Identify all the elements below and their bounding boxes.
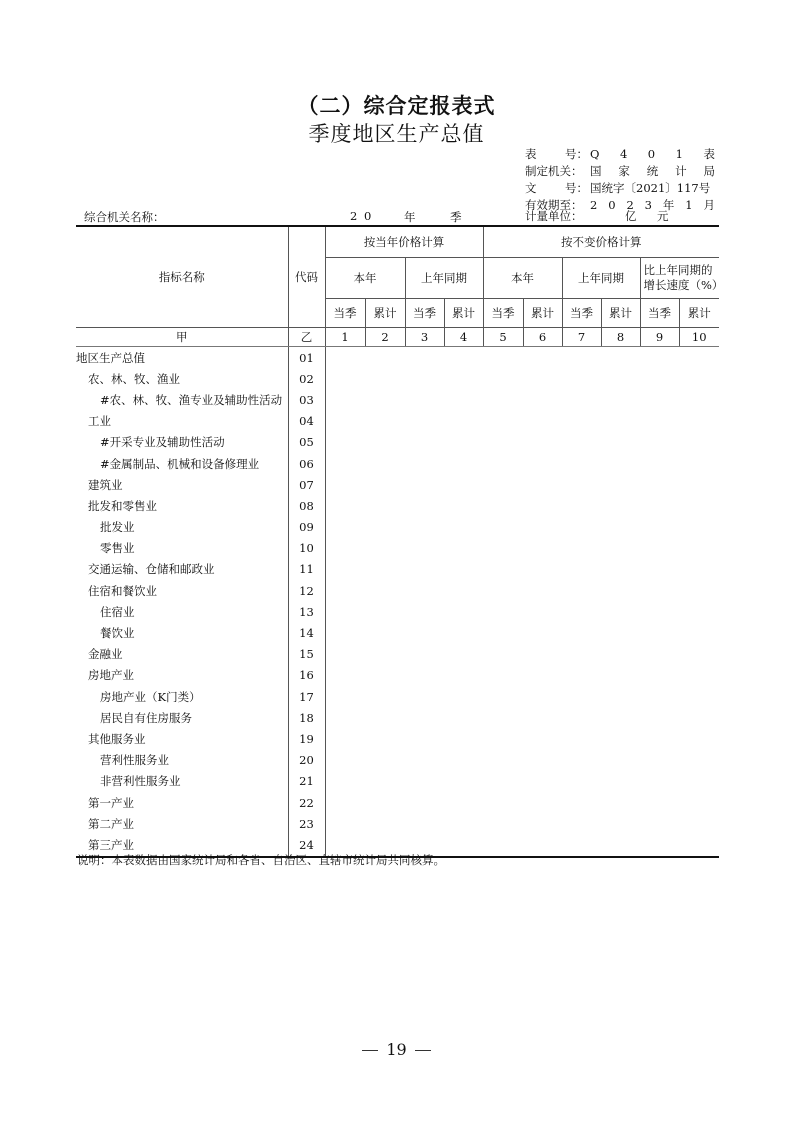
page-number: 19 — [0, 1040, 793, 1059]
table-row — [76, 792, 719, 813]
indicator-name: 餐饮业 — [76, 622, 288, 643]
indicator-name: 第二产业 — [76, 813, 288, 834]
table-row — [76, 813, 719, 834]
indicator-code: 11 — [288, 559, 325, 580]
value-cells[interactable] — [325, 665, 719, 686]
table-row — [76, 368, 719, 389]
value-cells[interactable] — [325, 347, 719, 369]
indicator-code: 10 — [288, 538, 325, 559]
value-cells[interactable] — [325, 644, 719, 665]
form-subtitle: 季度地区生产总值 — [308, 122, 485, 146]
indicator-name: #金属制品、机械和设备修理业 — [76, 453, 288, 474]
constant-last-year-header: 上年同期 — [562, 258, 640, 299]
indicator-name: 第一产业 — [76, 792, 288, 813]
table-row — [76, 389, 719, 410]
col-marker-name: 甲 — [76, 328, 288, 347]
indicator-name: 房地产业 — [76, 665, 288, 686]
col-number: 5 — [483, 328, 523, 347]
indicator-name: 房地产业（K门类） — [76, 686, 288, 707]
unit-label: 计量单位： — [525, 209, 583, 223]
indicator-code: 20 — [288, 750, 325, 771]
indicator-code: 12 — [288, 580, 325, 601]
dash-right — [415, 1050, 431, 1051]
value-cells[interactable] — [325, 495, 719, 516]
document-number-label: 文 号： — [525, 181, 588, 195]
table-row — [76, 665, 719, 686]
report-period: 2 0 年 季 — [350, 209, 462, 224]
indicator-name: 建筑业 — [76, 474, 288, 495]
col-number: 3 — [405, 328, 444, 347]
cumulative-header: 累计 — [365, 299, 405, 328]
indicator-name-header: 指标名称 — [76, 226, 288, 328]
indicator-code: 15 — [288, 644, 325, 665]
indicator-name: 非营利性服务业 — [76, 771, 288, 792]
col-marker-code: 乙 — [288, 328, 325, 347]
table-row — [76, 728, 719, 749]
indicator-code: 17 — [288, 686, 325, 707]
value-cells[interactable] — [325, 453, 719, 474]
indicator-code: 07 — [288, 474, 325, 495]
indicator-code: 21 — [288, 771, 325, 792]
indicator-name: 金融业 — [76, 644, 288, 665]
value-cells[interactable] — [325, 771, 719, 792]
current-last-year-header: 上年同期 — [405, 258, 483, 299]
indicator-code: 18 — [288, 707, 325, 728]
indicator-name: 工业 — [76, 411, 288, 432]
table-row — [76, 538, 719, 559]
indicator-code: 04 — [288, 411, 325, 432]
value-cells[interactable] — [325, 601, 719, 622]
indicator-code: 22 — [288, 792, 325, 813]
issuer-row — [525, 163, 715, 180]
dash-left — [362, 1050, 378, 1051]
value-cells[interactable] — [325, 517, 719, 538]
indicator-code: 02 — [288, 368, 325, 389]
cumulative-header: 累计 — [601, 299, 640, 328]
col-number: 8 — [601, 328, 640, 347]
table-row — [76, 707, 719, 728]
unit-value-2: 元 — [657, 209, 669, 223]
constant-price-header: 按不变价格计算 — [483, 226, 719, 258]
indicator-name: 零售业 — [76, 538, 288, 559]
value-cells[interactable] — [325, 622, 719, 643]
growth-rate-header: 比上年同期的增长速度（%） — [640, 258, 719, 299]
indicator-code: 13 — [288, 601, 325, 622]
table-row — [76, 432, 719, 453]
value-cells[interactable] — [325, 813, 719, 834]
indicator-name: 批发业 — [76, 517, 288, 538]
indicator-code: 19 — [288, 728, 325, 749]
table-row — [76, 495, 719, 516]
table-row — [76, 559, 719, 580]
valid-until-value: 2 0 2 3 年 1 月 — [590, 198, 715, 212]
gdp-report-table — [76, 225, 724, 858]
cumulative-header: 累计 — [523, 299, 562, 328]
quarter-header: 当季 — [325, 299, 365, 328]
current-this-year-header: 本年 — [325, 258, 405, 299]
value-cells[interactable] — [325, 728, 719, 749]
value-cells[interactable] — [325, 750, 719, 771]
indicator-name: 住宿和餐饮业 — [76, 580, 288, 601]
quarter-header: 当季 — [562, 299, 601, 328]
indicator-name: 居民自有住房服务 — [76, 707, 288, 728]
table-row — [76, 771, 719, 792]
value-cells[interactable] — [325, 368, 719, 389]
indicator-name: 住宿业 — [76, 601, 288, 622]
table-row — [76, 622, 719, 643]
table-row — [76, 517, 719, 538]
form-number-row — [525, 146, 715, 163]
indicator-code: 01 — [288, 347, 325, 369]
table-row — [76, 411, 719, 432]
col-number: 1 — [325, 328, 365, 347]
table-row — [76, 347, 719, 369]
table-row — [76, 453, 719, 474]
indicator-code: 06 — [288, 453, 325, 474]
value-cells[interactable] — [325, 389, 719, 410]
quarter-header: 当季 — [640, 299, 679, 328]
col-number: 7 — [562, 328, 601, 347]
table-row — [76, 601, 719, 622]
quarter-header: 当季 — [405, 299, 444, 328]
col-number: 10 — [679, 328, 719, 347]
form-number-value: Q 4 0 1 表 — [590, 147, 715, 161]
indicator-code: 08 — [288, 495, 325, 516]
form-number-label: 表 号： — [525, 147, 588, 161]
indicator-name: 农、林、牧、渔业 — [76, 368, 288, 389]
form-metadata — [525, 146, 715, 214]
value-cells[interactable] — [325, 580, 719, 601]
indicator-rows — [76, 347, 719, 857]
indicator-code: 03 — [288, 389, 325, 410]
org-name-label: 综合机关名称： — [84, 210, 165, 224]
unit-row — [525, 208, 715, 224]
cumulative-header: 累计 — [444, 299, 483, 328]
indicator-code: 14 — [288, 622, 325, 643]
indicator-name: 营利性服务业 — [76, 750, 288, 771]
indicator-name: 第三产业 — [76, 834, 288, 856]
issuer-value: 国 家 统 计 局 — [590, 164, 715, 178]
indicator-code: 23 — [288, 813, 325, 834]
value-cells[interactable] — [325, 686, 719, 707]
indicator-code: 24 — [288, 834, 325, 856]
indicator-name: 交通运输、仓储和邮政业 — [76, 559, 288, 580]
indicator-name: 其他服务业 — [76, 728, 288, 749]
form-title: （二）综合定报表式 — [297, 94, 496, 118]
col-number: 6 — [523, 328, 562, 347]
footnote: 说明：本表数据由国家统计局和各省、自治区、直辖市统计局共同核算。 — [77, 853, 445, 867]
table-row — [76, 686, 719, 707]
current-price-header: 按当年价格计算 — [325, 226, 483, 258]
value-cells[interactable] — [325, 432, 719, 453]
code-header: 代码 — [288, 226, 325, 328]
table-row — [76, 580, 719, 601]
value-cells[interactable] — [325, 792, 719, 813]
indicator-name: 批发和零售业 — [76, 495, 288, 516]
indicator-name: #农、林、牧、渔专业及辅助性活动 — [76, 389, 288, 410]
valid-until-label: 有效期至： — [525, 198, 583, 212]
unit-value-1: 亿 — [625, 209, 637, 223]
col-number: 2 — [365, 328, 405, 347]
cumulative-header: 累计 — [679, 299, 719, 328]
table-row — [76, 750, 719, 771]
indicator-name: 地区生产总值 — [76, 347, 288, 369]
col-number: 4 — [444, 328, 483, 347]
table-row — [76, 474, 719, 495]
indicator-code: 16 — [288, 665, 325, 686]
document-number-row — [525, 180, 715, 197]
value-cells[interactable] — [325, 707, 719, 728]
indicator-name: #开采专业及辅助性活动 — [76, 432, 288, 453]
value-cells[interactable] — [325, 411, 719, 432]
issuer-label: 制定机关： — [525, 164, 583, 178]
value-cells[interactable] — [325, 559, 719, 580]
indicator-code: 05 — [288, 432, 325, 453]
column-number-row — [76, 328, 719, 347]
value-cells[interactable] — [325, 474, 719, 495]
value-cells[interactable] — [325, 538, 719, 559]
col-number: 9 — [640, 328, 679, 347]
indicator-code: 09 — [288, 517, 325, 538]
table-row — [76, 644, 719, 665]
document-number-value: 国统字〔2021〕117号 — [590, 181, 711, 195]
constant-this-year-header: 本年 — [483, 258, 562, 299]
quarter-header: 当季 — [483, 299, 523, 328]
